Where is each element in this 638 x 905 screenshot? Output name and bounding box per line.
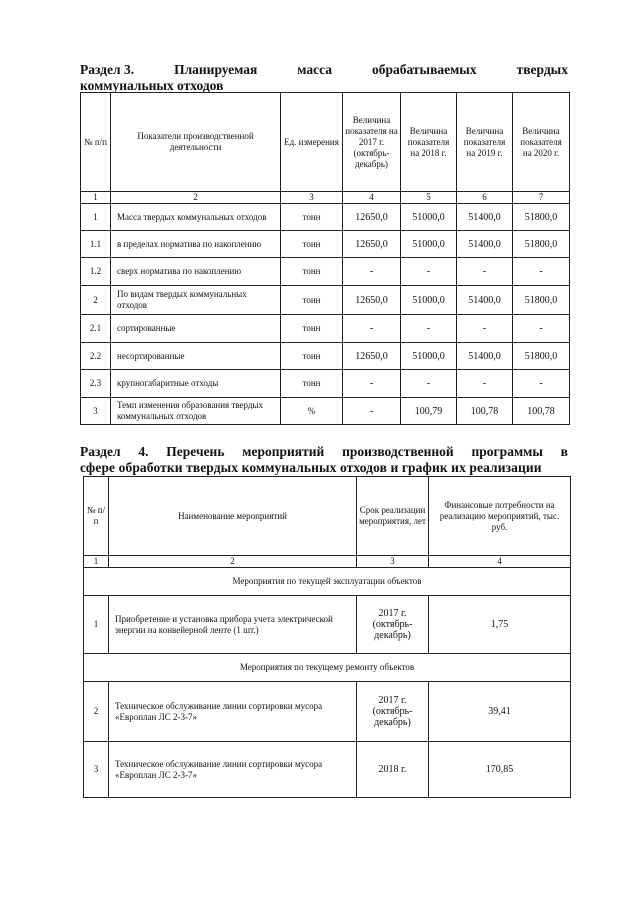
index-cell: 2 [109, 556, 357, 568]
row-number: 2.3 [81, 370, 111, 398]
row-value-2019: 51400,0 [457, 204, 513, 231]
index-cell: 4 [429, 556, 571, 568]
section4-heading-word: мероприятий [242, 444, 325, 459]
index-cell: 3 [281, 192, 343, 204]
row-number: 3 [84, 742, 109, 798]
table-row [81, 204, 570, 231]
row-value-2017: 12650,0 [343, 231, 401, 258]
row-value-2018: 51000,0 [401, 286, 457, 315]
row-value-2020: - [513, 258, 570, 286]
row-value-2019: 51400,0 [457, 286, 513, 315]
table-row [81, 343, 570, 370]
row-value-2019: 51400,0 [457, 231, 513, 258]
row-unit: тонн [281, 231, 343, 258]
row-indicator: сортированные [111, 315, 281, 343]
section4-header-row [84, 477, 571, 556]
row-number: 3 [81, 398, 111, 425]
row-unit: % [281, 398, 343, 425]
row-value-2017: - [343, 258, 401, 286]
header-cell-number: № п/п [81, 93, 111, 192]
row-measure-name: Техническое обслуживание линии сортировки мусора «Европлан ЛС 2-3-7» [109, 682, 357, 742]
section3-heading-line2: коммунальных отходов [80, 78, 224, 93]
row-term: 2018 г. [357, 742, 429, 798]
table-row [81, 258, 570, 286]
row-number: 1 [81, 204, 111, 231]
section3-heading-word: обрабатываемых [372, 62, 477, 77]
section4-heading-word: Перечень [166, 444, 225, 459]
row-financing: 1,75 [429, 596, 571, 654]
section3-heading-word: Планируемая [174, 62, 258, 77]
row-unit: тонн [281, 315, 343, 343]
section3-heading [80, 62, 568, 94]
row-indicator: крупногабаритные отходы [111, 370, 281, 398]
header-cell-2019: Величина показателя на 2019 г. [457, 93, 513, 192]
row-indicator: Темп изменения образования твердых коммунальных отходов [111, 398, 281, 425]
table-row [81, 398, 570, 425]
row-number: 2 [81, 286, 111, 315]
row-number: 1 [84, 596, 109, 654]
table-row [81, 370, 570, 398]
header-cell-unit: Ед. измерения [281, 93, 343, 192]
index-cell: 5 [401, 192, 457, 204]
section4-table [83, 476, 571, 798]
row-value-2017: 12650,0 [343, 204, 401, 231]
section3-heading-word: твердых [516, 62, 568, 77]
row-indicator: По видам твердых коммунальных отходов [111, 286, 281, 315]
row-value-2020: - [513, 370, 570, 398]
section3-table [80, 92, 570, 425]
row-value-2018: 51000,0 [401, 231, 457, 258]
header-cell-measure-name: Наименование мероприятий [109, 477, 357, 556]
header-cell-indicator: Показатели производственной деятельности [111, 93, 281, 192]
row-value-2017: 12650,0 [343, 286, 401, 315]
row-unit: тонн [281, 286, 343, 315]
row-value-2019: 100,78 [457, 398, 513, 425]
row-value-2017: - [343, 398, 401, 425]
header-cell-2017: Величина показателя на 2017 г. (октябрь-декабрь) [343, 93, 401, 192]
index-cell: 1 [81, 192, 111, 204]
group-title-row [84, 568, 571, 596]
row-number: 1.2 [81, 258, 111, 286]
row-term: 2017 г. (октябрь-декабрь) [357, 682, 429, 742]
section3-heading-word: масса [297, 62, 333, 77]
header-cell-financing: Финансовые потребности на реализацию мероприятий, тыс. руб. [429, 477, 571, 556]
row-financing: 170,85 [429, 742, 571, 798]
index-cell: 2 [111, 192, 281, 204]
index-cell: 6 [457, 192, 513, 204]
row-value-2018: 51000,0 [401, 204, 457, 231]
section4-heading [80, 444, 568, 476]
row-value-2018: 51000,0 [401, 343, 457, 370]
row-value-2018: - [401, 370, 457, 398]
row-indicator: несортированные [111, 343, 281, 370]
row-indicator: в пределах норматива по накоплению [111, 231, 281, 258]
row-indicator: сверх норматива по накоплению [111, 258, 281, 286]
section3-heading-word: Раздел 3. [80, 62, 135, 77]
group-title-row [84, 654, 571, 682]
row-value-2020: 51800,0 [513, 286, 570, 315]
group-title: Мероприятия по текущей эксплуатации объектов [84, 568, 571, 596]
section4-index-row [84, 556, 571, 568]
index-cell: 7 [513, 192, 570, 204]
section3-index-row [81, 192, 570, 204]
row-unit: тонн [281, 370, 343, 398]
header-cell-term: Срок реализации мероприятия, лет [357, 477, 429, 556]
row-value-2017: - [343, 370, 401, 398]
row-value-2020: 51800,0 [513, 204, 570, 231]
row-number: 2 [84, 682, 109, 742]
row-value-2020: 100,78 [513, 398, 570, 425]
row-value-2019: - [457, 370, 513, 398]
section4-heading-word: 4. [138, 444, 149, 459]
table-row [84, 742, 571, 798]
group-title: Мероприятия по текущему ремонту объектов [84, 654, 571, 682]
row-number: 2.2 [81, 343, 111, 370]
header-cell-number: № п/п [84, 477, 109, 556]
row-measure-name: Приобретение и установка прибора учета электрической энергии на конвейерной ленте (1 шт.) [109, 596, 357, 654]
row-value-2020: - [513, 315, 570, 343]
row-value-2019: - [457, 315, 513, 343]
row-indicator: Масса твердых коммунальных отходов [111, 204, 281, 231]
section4-heading-line2: сфере обработки твердых коммунальных отходов и график их реализации [80, 460, 542, 475]
row-value-2020: 51800,0 [513, 231, 570, 258]
row-value-2020: 51800,0 [513, 343, 570, 370]
section4-heading-word: производственной [342, 444, 454, 459]
table-row [81, 286, 570, 315]
row-value-2019: - [457, 258, 513, 286]
row-financing: 39,41 [429, 682, 571, 742]
row-value-2017: - [343, 315, 401, 343]
row-number: 1.1 [81, 231, 111, 258]
row-value-2018: - [401, 315, 457, 343]
row-number: 2.1 [81, 315, 111, 343]
table-row [81, 315, 570, 343]
header-cell-2020: Величина показателя на 2020 г. [513, 93, 570, 192]
table-row [84, 682, 571, 742]
row-measure-name: Техническое обслуживание линии сортировки мусора «Европлан ЛС 2-3-7» [109, 742, 357, 798]
row-value-2019: 51400,0 [457, 343, 513, 370]
index-cell: 4 [343, 192, 401, 204]
section4-heading-word: в [560, 444, 568, 459]
row-unit: тонн [281, 343, 343, 370]
table-row [84, 596, 571, 654]
row-term: 2017 г. (октябрь-декабрь) [357, 596, 429, 654]
row-value-2018: 100,79 [401, 398, 457, 425]
section4-heading-word: Раздел [80, 444, 121, 459]
table-row [81, 231, 570, 258]
row-unit: тонн [281, 204, 343, 231]
index-cell: 3 [357, 556, 429, 568]
section4-heading-word: программы [471, 444, 543, 459]
row-value-2018: - [401, 258, 457, 286]
row-value-2017: 12650,0 [343, 343, 401, 370]
row-unit: тонн [281, 258, 343, 286]
header-cell-2018: Величина показателя на 2018 г. [401, 93, 457, 192]
section3-header-row [81, 93, 570, 192]
index-cell: 1 [84, 556, 109, 568]
